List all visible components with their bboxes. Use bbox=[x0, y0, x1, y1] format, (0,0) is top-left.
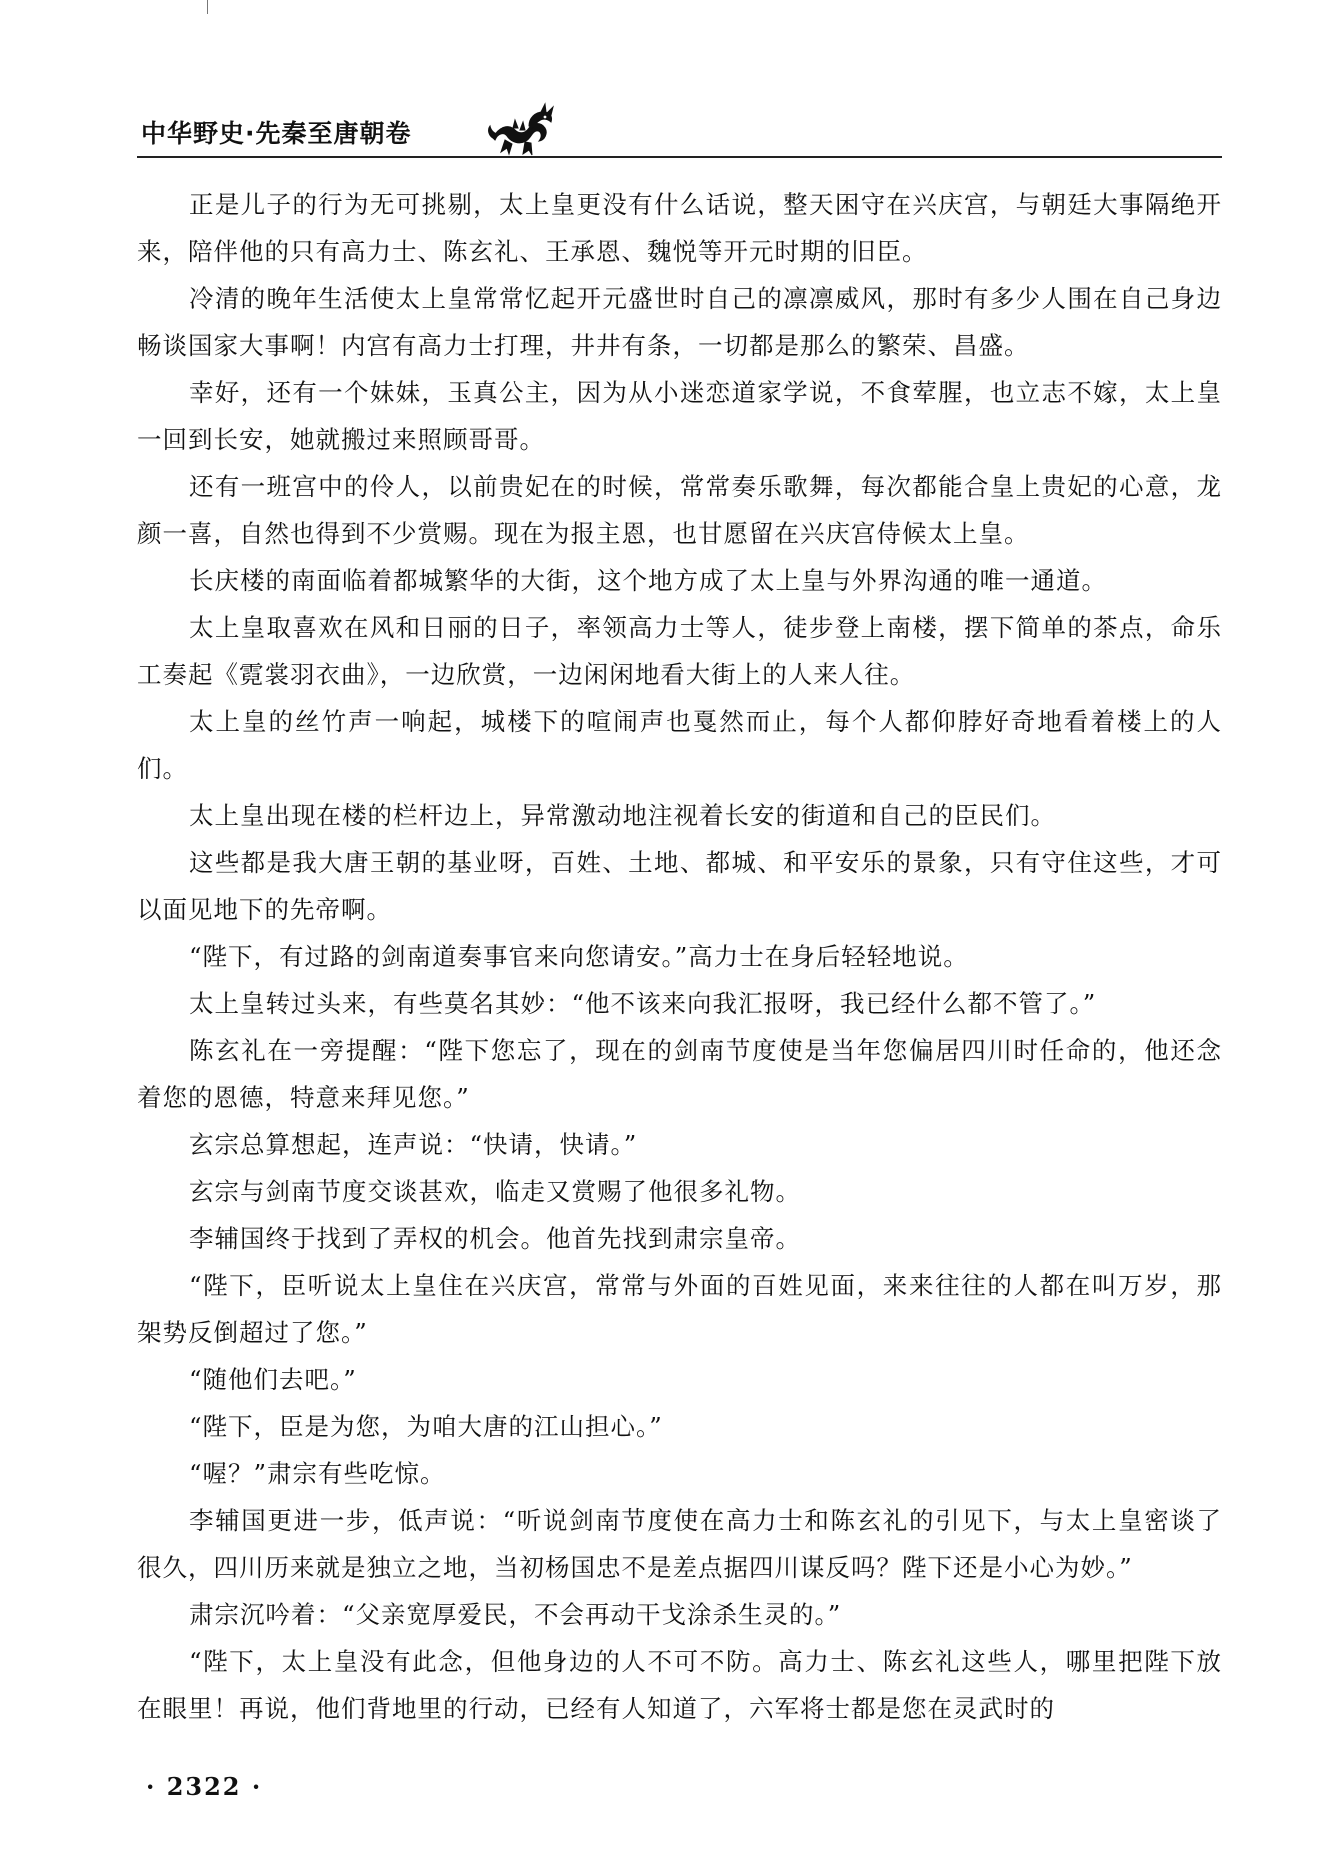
header-rule bbox=[137, 156, 1222, 158]
paragraph: “喔？”肃宗有些吃惊。 bbox=[189, 1459, 446, 1488]
paragraph: 长庆楼的南面临着都城繁华的大街，这个地方成了太上皇与外界沟通的唯一通道。 bbox=[189, 566, 1107, 595]
dragon-ornament-icon bbox=[485, 100, 557, 158]
paragraph: “陛下，太上皇没有此念，但他身边的人不可不防。高力士、陈玄礼这些人，哪里把陛下放在眼里！再说，他们背地里的行动，已经有人知道了，六军将士都是您在灵武时的 bbox=[137, 1647, 1222, 1723]
body-text bbox=[137, 181, 1222, 1732]
paragraph: 太上皇的丝竹声一响起，城楼下的喧闹声也戛然而止，每个人都仰脖好奇地看着楼上的人们。 bbox=[137, 707, 1222, 783]
paragraph: “陛下，臣是为您，为咱大唐的江山担心。” bbox=[189, 1412, 663, 1441]
paragraph: “随他们去吧。” bbox=[189, 1365, 357, 1394]
crop-mark bbox=[207, 0, 208, 14]
paragraph: 幸好，还有一个妹妹，玉真公主，因为从小迷恋道家学说，不食荤腥，也立志不嫁，太上皇一回到长安，她就搬过来照顾哥哥。 bbox=[137, 378, 1222, 454]
paragraph: 这些都是我大唐王朝的基业呀，百姓、土地、都城、和平安乐的景象，只有守住这些，才可以面见地下的先帝啊。 bbox=[137, 848, 1222, 924]
book-title: 中华野史·先秦至唐朝卷 bbox=[141, 119, 412, 148]
paragraph: 冷清的晚年生活使太上皇常常忆起开元盛世时自己的凛凛威风，那时有多少人围在自己身边畅谈国家大事啊！内宫有高力士打理，井井有条，一切都是那么的繁荣、昌盛。 bbox=[137, 284, 1222, 360]
paragraph: 太上皇出现在楼的栏杆边上，异常激动地注视着长安的街道和自己的臣民们。 bbox=[189, 801, 1056, 830]
paragraph: “陛下，有过路的剑南道奏事官来向您请安。”高力士在身后轻轻地说。 bbox=[189, 942, 969, 971]
running-header bbox=[137, 100, 1222, 160]
paragraph: 正是儿子的行为无可挑剔，太上皇更没有什么话说，整天困守在兴庆宫，与朝廷大事隔绝开来，陪伴他的只有高力士、陈玄礼、王承恩、魏悦等开元时期的旧臣。 bbox=[137, 190, 1222, 266]
paragraph: 玄宗与剑南节度交谈甚欢，临走又赏赐了他很多礼物。 bbox=[189, 1177, 801, 1206]
paragraph: 还有一班宫中的伶人，以前贵妃在的时候，常常奏乐歌舞，每次都能合皇上贵妃的心意，龙颜一喜，自然也得到不少赏赐。现在为报主恩，也甘愿留在兴庆宫侍候太上皇。 bbox=[137, 472, 1222, 548]
paragraph: 太上皇取喜欢在风和日丽的日子，率领高力士等人，徒步登上南楼，摆下简单的茶点，命乐工奏起《霓裳羽衣曲》，一边欣赏，一边闲闲地看大街上的人来人往。 bbox=[137, 613, 1222, 689]
paragraph: 陈玄礼在一旁提醒：“陛下您忘了，现在的剑南节度使是当年您偏居四川时任命的，他还念着您的恩德，特意来拜见您。” bbox=[137, 1036, 1222, 1112]
paragraph: 李辅国更进一步，低声说：“听说剑南节度使在高力士和陈玄礼的引见下，与太上皇密谈了很久，四川历来就是独立之地，当初杨国忠不是差点据四川谋反吗？陛下还是小心为妙。” bbox=[137, 1506, 1222, 1582]
paragraph: 肃宗沉吟着：“父亲宽厚爱民，不会再动干戈涂杀生灵的。” bbox=[189, 1600, 842, 1629]
paragraph: 太上皇转过头来，有些莫名其妙：“他不该来向我汇报呀，我已经什么都不管了。” bbox=[189, 989, 1097, 1018]
paragraph: 玄宗总算想起，连声说：“快请，快请。” bbox=[189, 1130, 638, 1159]
page-number: · 2322 · bbox=[146, 1772, 263, 1801]
paragraph: 李辅国终于找到了弄权的机会。他首先找到肃宗皇帝。 bbox=[189, 1224, 801, 1253]
paragraph: “陛下，臣听说太上皇住在兴庆宫，常常与外面的百姓见面，来来往往的人都在叫万岁，那架势反倒超过了您。” bbox=[137, 1271, 1222, 1347]
